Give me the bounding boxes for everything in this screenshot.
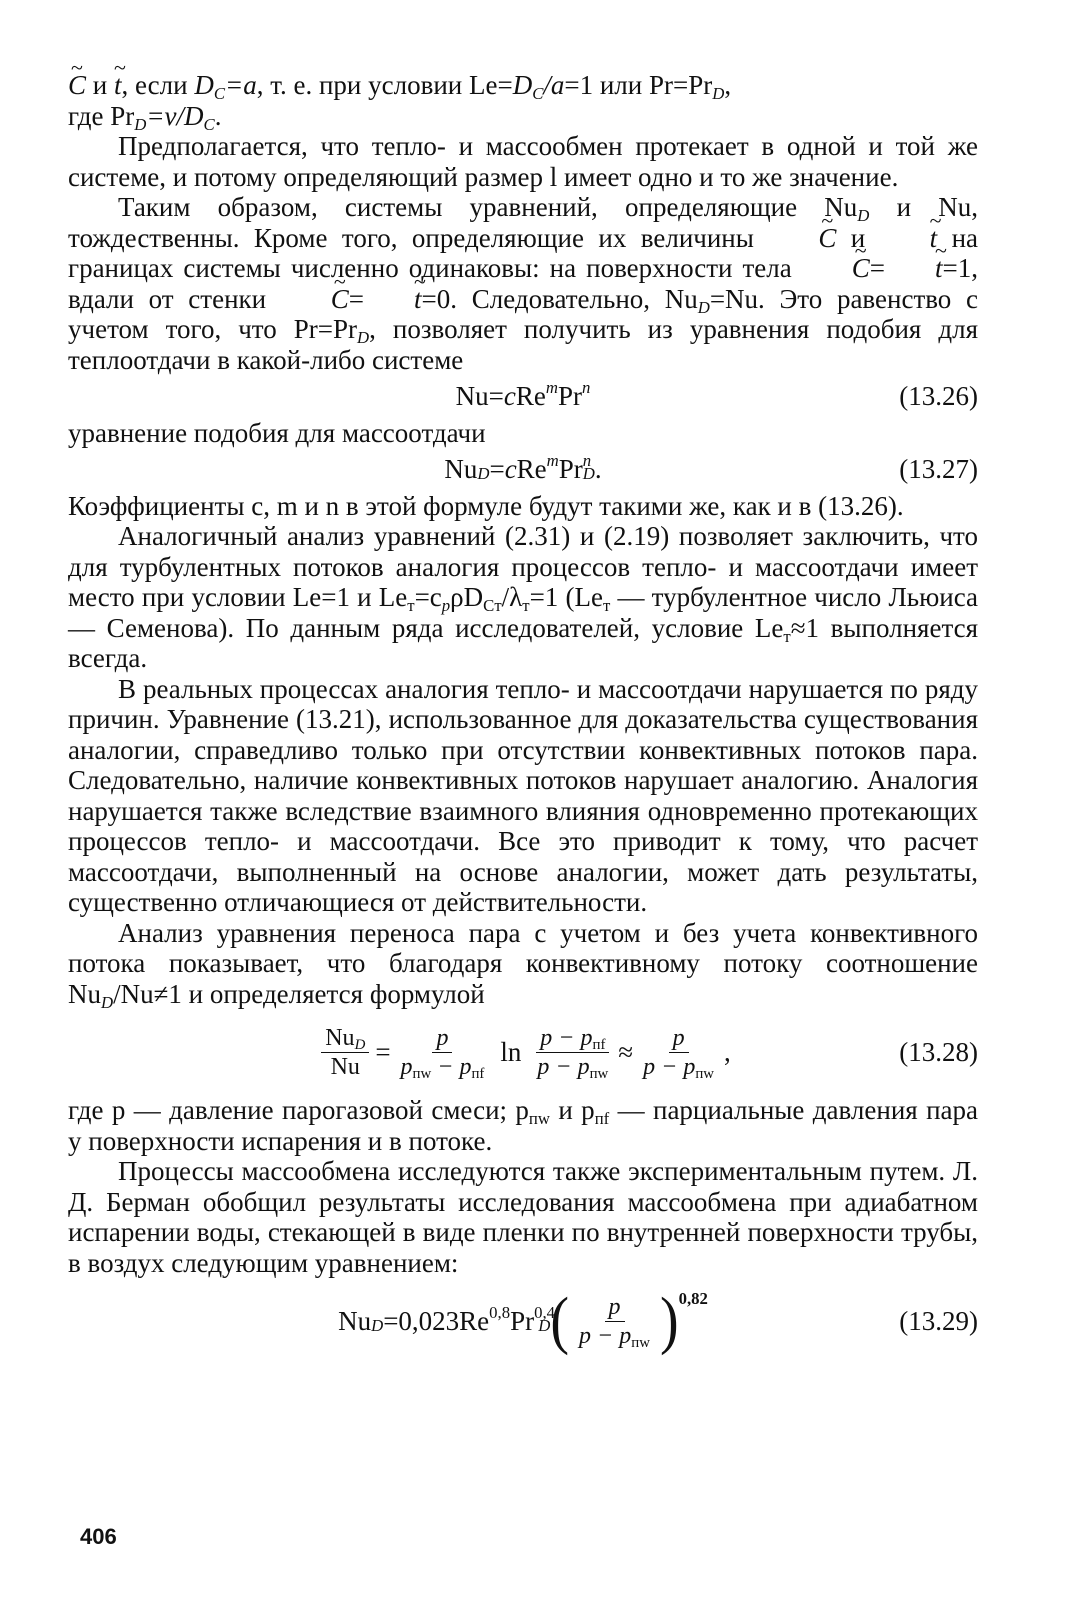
text: p	[672, 1024, 685, 1051]
paragraph-4	[68, 521, 978, 674]
equation-13-29: Nu $_D$ =0,023Re $^{0,8}$ Pr $^{0,4}$ $_D$ ( $\frac{p}{p - p_{пw}}$ ) $^{0,82}$ (13.29)	[338, 1285, 978, 1357]
paragraph-6	[68, 918, 978, 1010]
var-d: D	[512, 70, 533, 100]
paragraph-8: Процессы массообмена исследуются также экспериментальным путем. Л. Д. Берман обобщил результаты исследования массообмена при адиабатном испарении воды, стекающей в виде пленки по внутренней поверхности трубы, в воздух следующим уравнением:	[68, 1156, 978, 1278]
text: где p — давление парогазовой смеси; p	[68, 1095, 529, 1125]
text: Re	[516, 454, 547, 484]
sub: т	[407, 596, 415, 616]
sub: т	[522, 596, 530, 616]
text: Nu	[444, 454, 478, 484]
sub: пw	[528, 1109, 550, 1129]
text: Nu	[325, 1024, 355, 1051]
text: .	[594, 454, 602, 484]
sub: т	[783, 626, 791, 646]
text: и p	[549, 1095, 595, 1125]
t-tilde: ~ t	[880, 223, 938, 254]
fraction	[575, 1293, 654, 1350]
sub: p	[441, 596, 451, 616]
paragraph-1: Предполагается, что тепло- и массообмен протекает в одной и той же системе, и потому определяющий размер l имеет одно и то же значение.	[68, 131, 978, 192]
t-tilde: ~ t	[364, 284, 422, 315]
equation-13-26	[68, 377, 978, 412]
text: ρD	[450, 582, 484, 612]
text: Nu	[338, 1305, 372, 1336]
equation-number: (13.29)	[899, 1305, 978, 1336]
text: − p	[431, 1053, 472, 1080]
fraction	[533, 1024, 612, 1081]
sub-d: D	[134, 114, 147, 134]
paragraph-5: В реальных процессах аналогия тепло- и массоотдачи нарушается по ряду причин. Уравнение (13.21), использованное для доказательства существования аналогии, справедливо только при отсутствии конвективных потоков пара. Следовательно, наличие конвективных потоков нарушает аналогию. Аналогия нарушается также вследствие взаимного влияния одновременно протекающих процессов тепло- и массоотдачи. Все это приводит к тому, что расчет массоотдачи, выполненный на основе аналогии, может дать результаты, существенно отличающиеся от действительности.	[68, 673, 978, 917]
var-d: D	[194, 70, 214, 100]
equation-13-28	[68, 1015, 978, 1089]
text: =1 или Pr=Pr	[564, 70, 713, 100]
text: ≈	[618, 1036, 634, 1067]
sub-c: C	[203, 114, 215, 134]
sub: пw	[695, 1065, 715, 1082]
text: p	[436, 1024, 449, 1051]
text: Анализ уравнения переноса пара с учетом и без учета конвективного потока показывает, что благодаря конвективному потоку соотношение Nu	[68, 917, 978, 1009]
var: c	[503, 381, 516, 411]
paren: (	[550, 1285, 570, 1357]
sub: D	[354, 1036, 366, 1053]
fraction	[397, 1024, 489, 1081]
text: , если	[121, 70, 195, 100]
text: /a	[543, 70, 565, 100]
equation-number: (13.26)	[899, 381, 978, 411]
text: — парциальные давления пара у поверхности испарения и в потоке.	[68, 1095, 978, 1156]
text: /λ	[501, 582, 523, 612]
text: где Pr	[68, 100, 135, 131]
var: c	[504, 454, 517, 484]
sub: т	[602, 596, 611, 616]
sub: пf	[592, 1036, 606, 1053]
fraction	[639, 1024, 718, 1081]
sub: пf	[594, 1109, 610, 1129]
text: =	[348, 283, 365, 314]
text: Nu=	[455, 381, 504, 411]
sub: пw	[631, 1334, 650, 1351]
line-1	[68, 70, 978, 104]
text: =1 (Le	[529, 582, 603, 612]
text: =c	[414, 582, 442, 612]
sub: D	[697, 297, 710, 317]
sub: пw	[589, 1065, 609, 1082]
sub-d: D	[712, 84, 725, 104]
equation-number: (13.27)	[899, 454, 978, 484]
text: Аналогичный анализ уравнений (2.31) и (2.19) позволяет заключить, что для турбулентных потоков аналогия процессов тепло- и массоотдачи имеет место при условии Le=1 и Le	[68, 521, 978, 612]
text: =ν/D	[146, 100, 204, 131]
sub: Cт	[483, 596, 502, 616]
sub: D	[101, 992, 114, 1012]
sub: D	[357, 328, 370, 348]
exp: n	[582, 450, 592, 470]
text: , позволяет получить из уравнения подобия для теплоотдачи в какой-либо системе	[68, 314, 979, 375]
text: /Nu≠1 и определяется формулой	[113, 978, 485, 1009]
text: Таким образом, системы уравнений, определяющие Nu	[118, 192, 858, 222]
ln: ln	[500, 1036, 522, 1067]
sub: D	[857, 206, 870, 226]
sub: D	[371, 1316, 384, 1336]
text: .	[214, 100, 222, 131]
exp: m	[546, 450, 559, 470]
page-number: 406	[80, 1524, 117, 1549]
sub: пw	[412, 1065, 432, 1082]
text: ,	[724, 70, 732, 100]
text: =Nu. Это равенство с учетом того, что Pr=Pr	[68, 283, 978, 344]
text: =	[375, 1036, 391, 1067]
text: =	[869, 253, 885, 283]
sub: D	[582, 464, 595, 484]
text: ≈1 выполняется всегда.	[68, 612, 978, 673]
sub: пf	[471, 1065, 485, 1082]
text: =1, вдали от стенки	[68, 253, 978, 314]
t-tilde: ~ t	[114, 70, 122, 101]
text: =a	[224, 70, 257, 100]
c-tilde: ~ C	[68, 70, 86, 101]
text: p − p	[579, 1322, 632, 1349]
text: =0. Следовательно, Nu	[421, 283, 698, 314]
text: Nu	[330, 1053, 360, 1080]
line-2	[68, 101, 978, 132]
text: ,	[724, 1036, 731, 1067]
text: =	[489, 454, 505, 484]
text: Re	[515, 381, 546, 411]
sub: D	[538, 1316, 551, 1336]
text: и	[836, 222, 880, 253]
text: p − p	[540, 1024, 593, 1051]
equation-13-27	[68, 450, 978, 485]
paragraph-7	[68, 1095, 978, 1156]
text: и Nu, тождественны. Кроме того, определяющие их величины	[68, 192, 978, 253]
c-tilde: ~ C	[768, 223, 836, 254]
paren: )	[659, 1285, 679, 1357]
paragraph-2	[68, 192, 978, 375]
text: и	[86, 70, 114, 100]
paragraph-between: уравнение подобия для массоотдачи	[68, 417, 486, 448]
exp: m	[545, 377, 558, 397]
text: , т. е. при условии Le=	[256, 70, 513, 100]
t-tilde: ~ t	[885, 253, 943, 284]
sub-c: C	[213, 84, 225, 104]
equation-number: (13.28)	[899, 1036, 978, 1067]
exp: n	[581, 377, 591, 397]
c-tilde: ~ C	[281, 284, 349, 315]
text: p − p	[537, 1053, 590, 1080]
text: =0,023Re	[383, 1305, 490, 1336]
text: Pr	[557, 381, 582, 411]
paragraph-3: Коэффициенты c, m и n в этой формуле будут такими же, как и в (13.26).	[68, 490, 904, 521]
fraction	[321, 1024, 369, 1081]
text: p	[608, 1293, 621, 1320]
text: Pr	[558, 454, 583, 484]
text: на границах системы численно одинаковы: на поверхности тела	[68, 222, 978, 283]
text: — турбулентное число Льюиса — Семенова). По данным ряда исследователей, условие Le	[68, 582, 978, 643]
text: p − p	[643, 1053, 696, 1080]
text: Pr	[510, 1305, 535, 1336]
c-tilde: ~ C	[802, 253, 870, 284]
sub-c: C	[532, 84, 544, 104]
text: p	[400, 1053, 413, 1080]
sub: D	[477, 464, 490, 484]
